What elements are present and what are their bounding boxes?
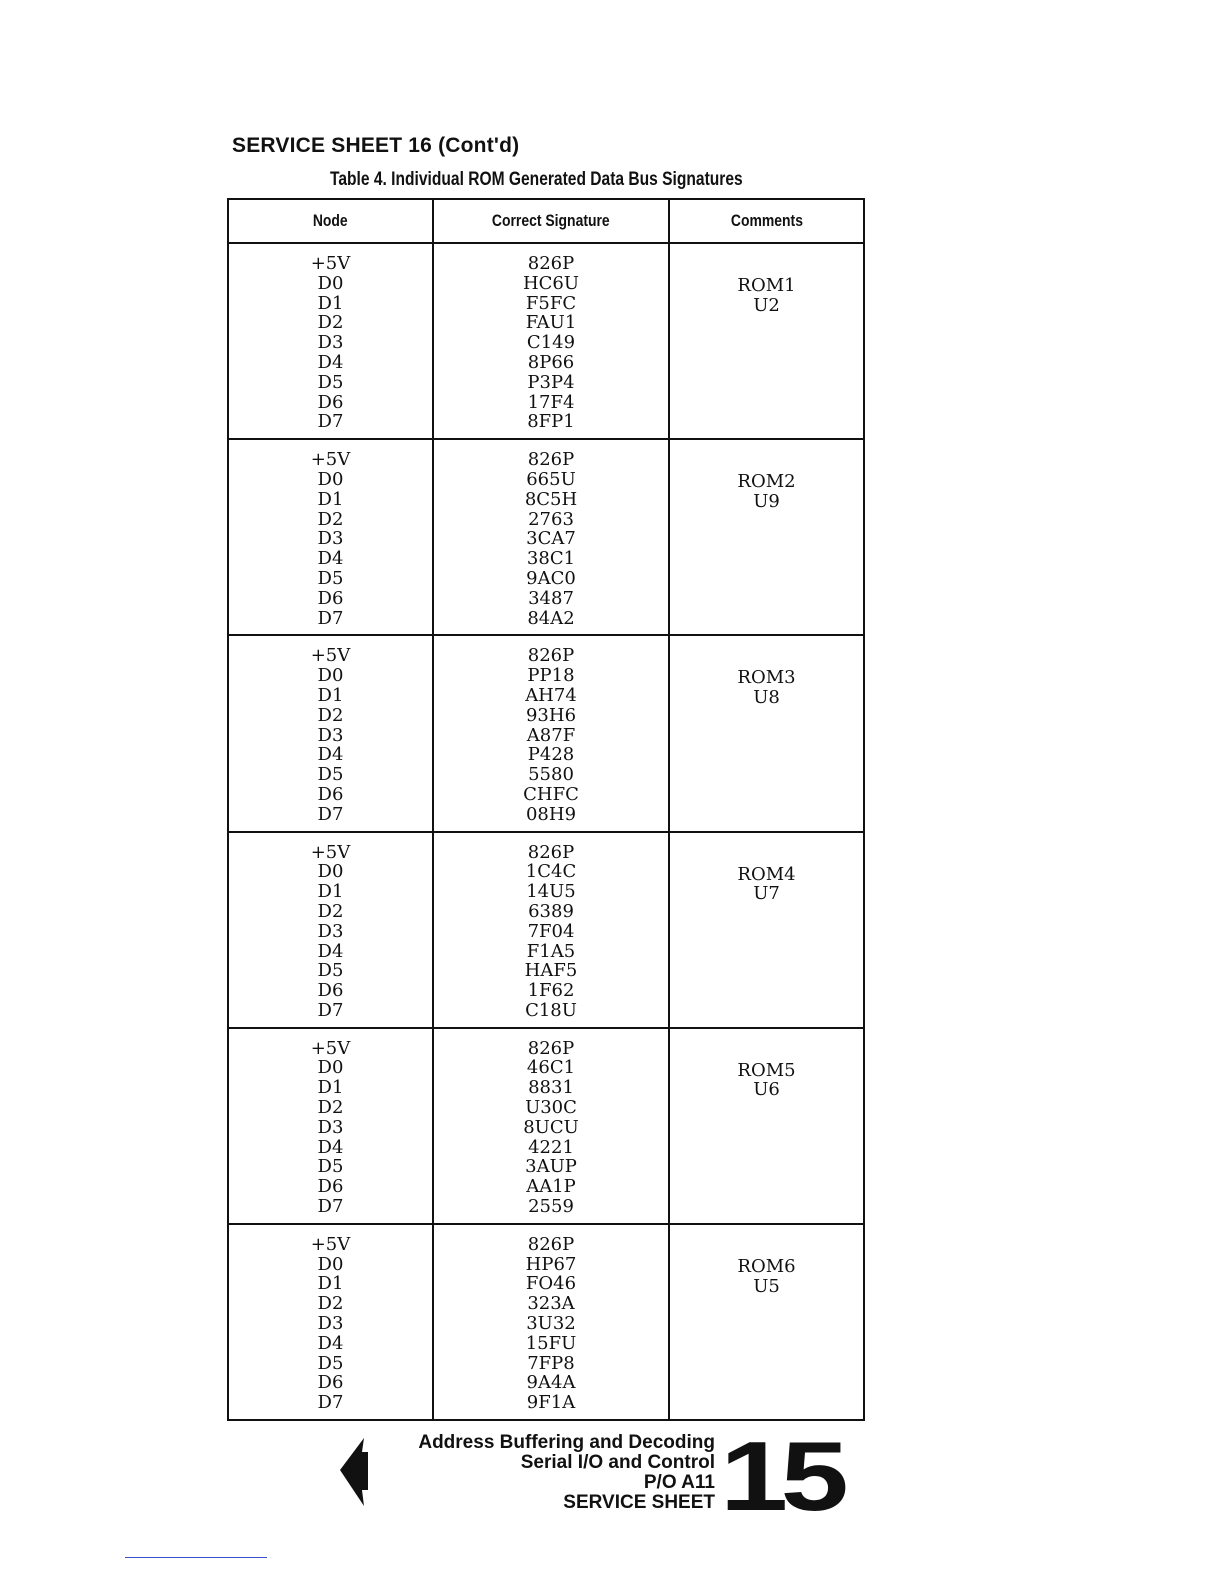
comment-cell-line: ROM6 <box>737 1255 796 1277</box>
signature-cell-line: FO46 <box>525 1273 577 1295</box>
signature-cell-line: 2559 <box>528 1196 574 1218</box>
node-cell-line: +5V <box>310 645 351 667</box>
node-cell-line: D0 <box>317 1253 344 1275</box>
node-cell-line: D2 <box>317 704 344 726</box>
table-row <box>228 1028 864 1224</box>
comment-cell-line: ROM2 <box>737 471 796 493</box>
footer-line: Address Buffering and Decoding <box>418 1432 715 1453</box>
footer-caption <box>418 1433 715 1513</box>
table-row <box>228 439 864 635</box>
node-cell-line: D7 <box>317 1392 344 1414</box>
signature-cell-line: CHFC <box>523 783 579 805</box>
node-cell-line: +5V <box>310 1037 351 1059</box>
node-cell-line: D1 <box>317 292 344 314</box>
node-cell-line: D0 <box>317 272 344 294</box>
signature-cell <box>433 1224 669 1420</box>
signature-cell-line: 5580 <box>528 764 574 786</box>
signature-cell-line: AH74 <box>525 684 577 706</box>
signature-cell-line: 826P <box>527 1037 575 1059</box>
node-cell-line: +5V <box>310 449 351 471</box>
footer-line: P/O A11 <box>643 1472 715 1493</box>
signature-cell <box>433 1028 669 1224</box>
column-header-node: Node <box>228 199 433 243</box>
signature-cell-line: 14U5 <box>526 881 576 903</box>
signature-cell-line: 15FU <box>525 1332 577 1354</box>
node-cell-line: D2 <box>317 1097 344 1119</box>
node-cell-line: D0 <box>317 665 344 687</box>
node-cell-line: D7 <box>317 411 344 433</box>
signature-cell-line: HP67 <box>525 1253 577 1275</box>
node-cell-line: D3 <box>317 920 344 942</box>
comment-cell-line: U8 <box>753 687 780 709</box>
comment-cell <box>669 243 864 439</box>
node-cell-line: D0 <box>317 1057 344 1079</box>
signature-cell-line: 9F1A <box>526 1392 576 1414</box>
node-cell-line: D3 <box>317 724 344 746</box>
signature-cell-line: 2763 <box>528 508 574 530</box>
node-cell-line: D7 <box>317 803 344 825</box>
signature-cell-line: 826P <box>527 645 575 667</box>
bottom-rule <box>125 1557 267 1558</box>
signature-cell-line: 826P <box>527 449 575 471</box>
node-cell-line: D5 <box>317 567 344 589</box>
node-cell-line: D3 <box>317 528 344 550</box>
node-cell-line: D4 <box>317 548 344 570</box>
signature-cell-line: 826P <box>527 253 575 274</box>
signature-cell <box>433 832 669 1028</box>
node-cell-line: D1 <box>317 1273 344 1295</box>
signature-cell-line: 3487 <box>528 587 574 609</box>
footer-line: Serial I/O and Control <box>520 1452 715 1473</box>
node-cell-line: D6 <box>317 1372 344 1394</box>
node-cell-line: D2 <box>317 312 344 334</box>
node-cell <box>228 635 433 831</box>
signature-cell-line: 8UCU <box>523 1116 579 1138</box>
table-row <box>228 635 864 831</box>
signature-cell <box>433 635 669 831</box>
signature-cell-line: 3AUP <box>525 1156 577 1178</box>
node-cell-line: D2 <box>317 1293 344 1315</box>
comment-cell-line: U5 <box>753 1275 780 1297</box>
signature-cell-line: 46C1 <box>526 1057 576 1079</box>
sheet-title: SERVICE SHEET 16 (Cont'd) <box>232 134 520 157</box>
comment-cell <box>669 1028 864 1224</box>
signature-cell-line: 6389 <box>528 900 574 922</box>
node-cell-line: D5 <box>317 960 344 982</box>
node-cell-line: D5 <box>317 1352 344 1374</box>
signature-cell-line: HAF5 <box>524 960 578 982</box>
signature-table <box>227 198 865 1421</box>
signature-cell-line: 9A4A <box>526 1372 576 1394</box>
footer <box>340 1421 870 1531</box>
signature-cell-line: 84A2 <box>527 607 575 629</box>
footer-line: SERVICE SHEET <box>563 1492 715 1513</box>
node-cell-line: D5 <box>317 764 344 786</box>
signature-cell-line: FAU1 <box>525 312 577 334</box>
node-cell-line: D4 <box>317 351 344 373</box>
signature-cell-line: 9AC0 <box>526 567 576 589</box>
node-cell-line: +5V <box>310 253 351 274</box>
node-cell-line: D1 <box>317 881 344 903</box>
signature-cell-line: 1C4C <box>525 861 577 883</box>
signature-cell-line: HC6U <box>522 272 580 294</box>
node-cell-line: D6 <box>317 1176 344 1198</box>
node-cell-line: D6 <box>317 980 344 1002</box>
node-cell-line: D0 <box>317 861 344 883</box>
signature-cell-line: 38C1 <box>526 548 576 570</box>
signature-cell-line: 323A <box>527 1293 575 1315</box>
comment-cell-line: U7 <box>753 883 780 905</box>
node-cell-line: D1 <box>317 684 344 706</box>
signature-cell-line: F1A5 <box>526 940 576 962</box>
signature-cell-line: 1F62 <box>527 980 575 1002</box>
comment-cell-line: ROM5 <box>737 1059 796 1081</box>
node-cell-line: D6 <box>317 783 344 805</box>
node-cell-line: D4 <box>317 744 344 766</box>
node-cell-line: D7 <box>317 1196 344 1218</box>
signature-cell-line: 3U32 <box>526 1313 576 1335</box>
signature-cell-line: P3P4 <box>527 371 575 393</box>
node-cell-line: D4 <box>317 940 344 962</box>
table-body <box>228 243 864 1420</box>
signature-cell-line: P428 <box>527 744 575 766</box>
signature-cell-line: 826P <box>527 841 575 863</box>
comment-cell-line: U6 <box>753 1079 780 1101</box>
signature-cell-line: 8831 <box>528 1077 574 1099</box>
node-cell-line: D2 <box>317 508 344 530</box>
comment-cell <box>669 635 864 831</box>
signature-cell-line: 7F04 <box>527 920 575 942</box>
table-header-row <box>228 199 864 243</box>
node-cell-line: +5V <box>310 1233 351 1255</box>
comment-cell-line: U9 <box>753 490 780 512</box>
signature-cell-line: 8FP1 <box>527 411 575 433</box>
node-cell <box>228 832 433 1028</box>
node-cell-line: D3 <box>317 1116 344 1138</box>
node-cell <box>228 1224 433 1420</box>
signature-cell-line: C149 <box>526 332 576 354</box>
node-cell <box>228 1028 433 1224</box>
comment-cell <box>669 832 864 1028</box>
node-cell <box>228 439 433 635</box>
signature-cell-line: 17F4 <box>527 391 575 413</box>
node-cell <box>228 243 433 439</box>
comment-cell-line: ROM1 <box>737 275 796 296</box>
table-row <box>228 1224 864 1420</box>
comment-cell-line: U2 <box>753 294 780 316</box>
signature-cell-line: PP18 <box>527 665 575 687</box>
node-cell-line: D3 <box>317 1313 344 1335</box>
signature-cell-line: 3CA7 <box>526 528 576 550</box>
signature-cell <box>433 439 669 635</box>
table-caption: Table 4. Individual ROM Generated Data Bus Signatures <box>330 169 743 190</box>
column-header-signature: Correct Signature <box>433 199 669 243</box>
sheet-number: 15 <box>720 1421 842 1531</box>
left-arrow-icon[interactable] <box>340 1438 370 1506</box>
node-cell-line: D6 <box>317 391 344 413</box>
table-row <box>228 243 864 439</box>
signature-cell-line: 8C5H <box>524 488 578 510</box>
comment-cell-line: ROM4 <box>737 863 796 885</box>
node-cell-line: D1 <box>317 1077 344 1099</box>
table-row <box>228 832 864 1028</box>
node-cell-line: D7 <box>317 999 344 1021</box>
signature-cell-line: 665U <box>526 468 576 490</box>
node-cell-line: D2 <box>317 900 344 922</box>
node-cell-line: D3 <box>317 332 344 354</box>
signature-cell-line: F5FC <box>525 292 577 314</box>
comment-cell <box>669 439 864 635</box>
signature-cell-line: 93H6 <box>525 704 577 726</box>
node-cell-line: D1 <box>317 488 344 510</box>
signature-cell-line: A87F <box>526 724 576 746</box>
comment-cell <box>669 1224 864 1420</box>
node-cell-line: D5 <box>317 371 344 393</box>
signature-cell-line: U30C <box>525 1097 577 1119</box>
signature-cell-line: 08H9 <box>525 803 577 825</box>
signature-cell-line: 7FP8 <box>527 1352 575 1374</box>
node-cell-line: D4 <box>317 1332 344 1354</box>
comment-cell-line: ROM3 <box>737 667 796 689</box>
node-cell-line: D0 <box>317 468 344 490</box>
column-header-comments: Comments <box>669 199 864 243</box>
node-cell-line: D6 <box>317 587 344 609</box>
signature-cell <box>433 243 669 439</box>
signature-cell-line: 4221 <box>528 1136 574 1158</box>
signature-cell-line: 8P66 <box>527 351 575 373</box>
signature-cell-line: 826P <box>527 1233 575 1255</box>
node-cell-line: D5 <box>317 1156 344 1178</box>
signature-cell-line: C18U <box>525 999 577 1021</box>
node-cell-line: D7 <box>317 607 344 629</box>
signature-cell-line: AA1P <box>526 1176 576 1198</box>
node-cell-line: D4 <box>317 1136 344 1158</box>
node-cell-line: +5V <box>310 841 351 863</box>
